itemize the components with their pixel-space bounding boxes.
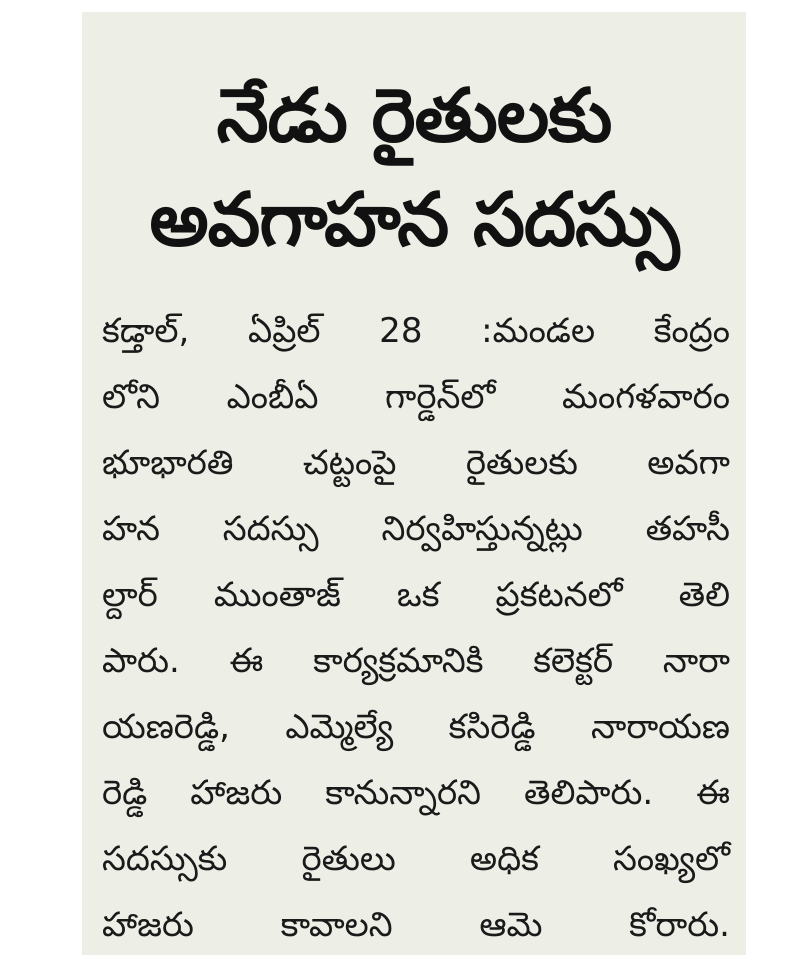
body-line: భూభారతి చట్టంపై రైతులకు అవగా <box>102 443 730 483</box>
headline-line-2: అవగాహన సదస్సు <box>149 177 679 263</box>
body-line: పారు. ఈ కార్యక్రమానికి కలెక్టర్ నారా <box>102 641 730 681</box>
headline <box>82 64 746 272</box>
body-line: హాజరు కావాలని ఆమె కోరారు. <box>102 905 730 945</box>
newspaper-clipping <box>82 12 746 955</box>
body-line: ల్దార్ ముంతాజ్ ఒక ప్రకటనలో తెలి <box>102 575 730 615</box>
body-line: కడ్తాల్, ఏప్రిల్ 28 :మండల కేంద్రం <box>102 311 730 351</box>
body-line: రెడ్డి హాజరు కానున్నారని తెలిపారు. ఈ <box>102 773 730 813</box>
body-line: యణరెడ్డి, ఎమ్మెల్యే కసిరెడ్డి నారాయణ <box>102 707 730 747</box>
article-body <box>102 298 730 955</box>
body-line: లోని ఎంబీఏ గార్డెన్‌లో మంగళవారం <box>102 377 730 417</box>
body-line: హన సదస్సు నిర్వహిస్తున్నట్లు తహసీ <box>102 509 730 549</box>
headline-line-1: నేడు రైతులకు <box>216 73 612 159</box>
body-line: సదస్సుకు రైతులు అధిక సంఖ్యలో <box>102 839 730 879</box>
